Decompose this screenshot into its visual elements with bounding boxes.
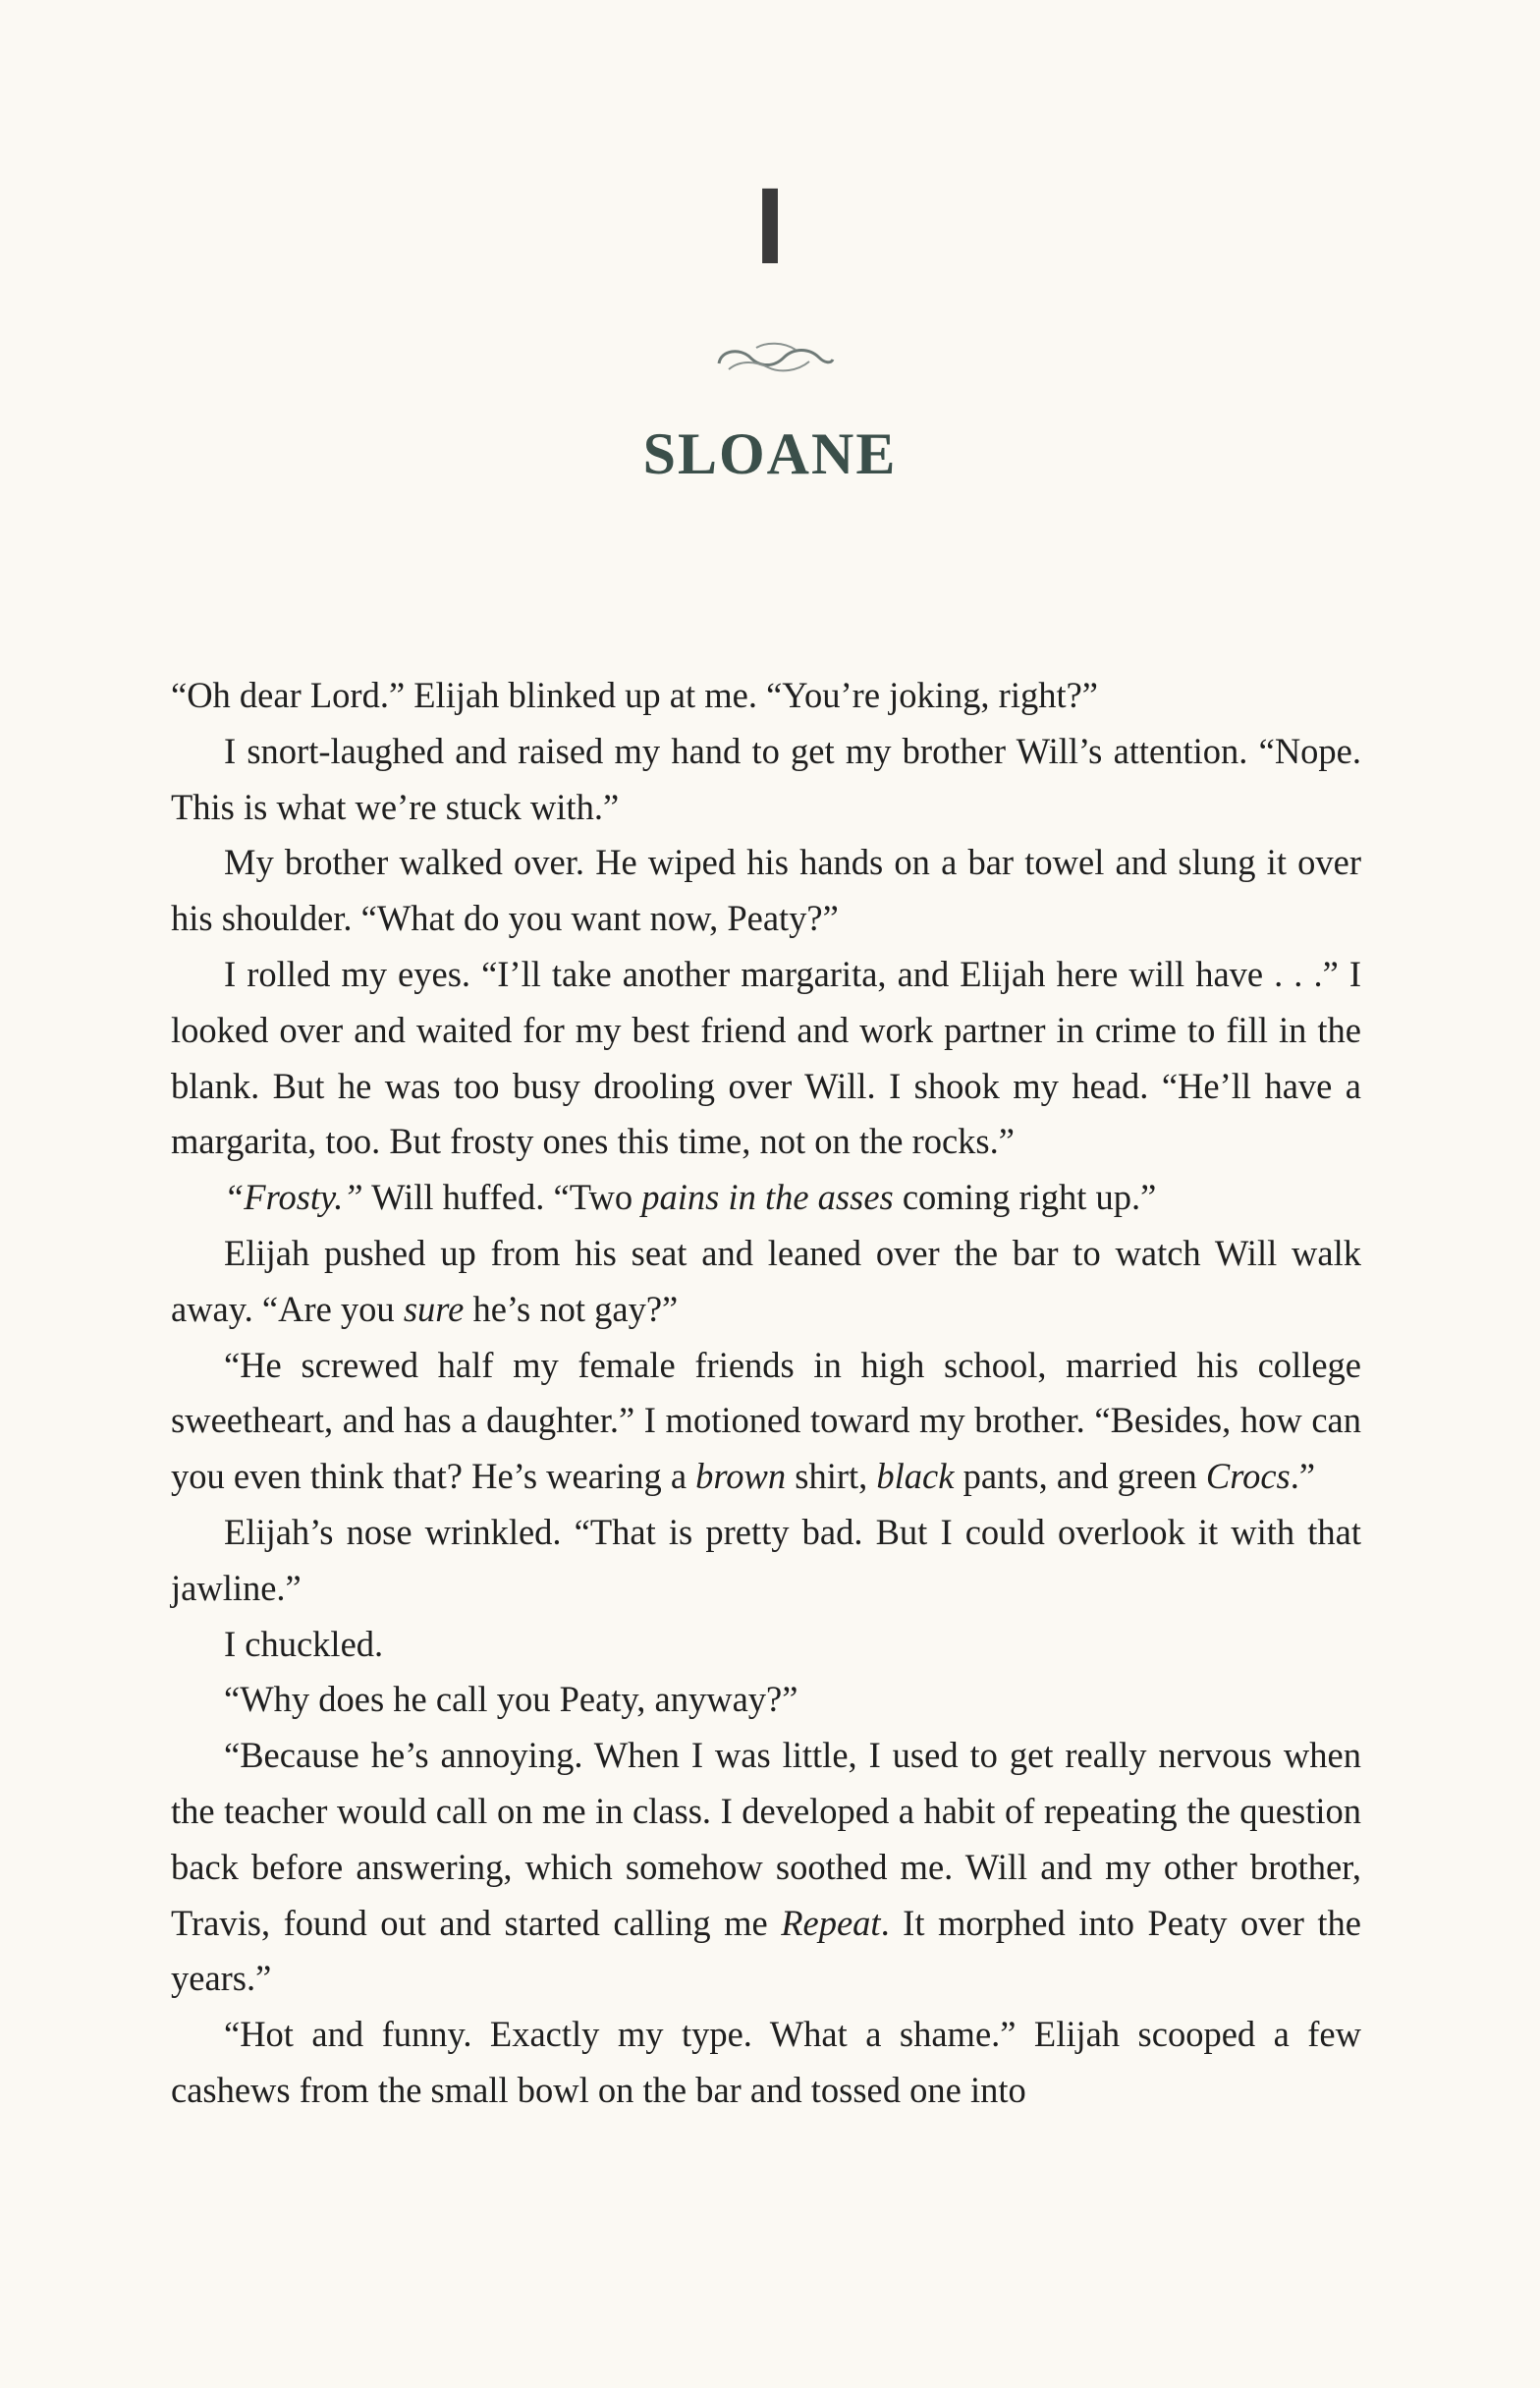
text-run: “Hot and funny. Exactly my type. What a shame.” Elijah scooped a few cashews from the small bowl on the bar and tossed one into — [171, 2014, 1361, 2110]
text-run: . It morphed into Peaty over the years.” — [171, 1902, 1361, 1999]
text-run: Will huffed. “Two — [362, 1177, 642, 1218]
flourish-ornament-icon — [711, 332, 839, 381]
text-run: shirt, — [786, 1456, 877, 1497]
text-run: Elijah pushed up from his seat and leaned over the bar to watch Will walk away. “Are you — [171, 1232, 1361, 1329]
italic-text: sure — [403, 1288, 465, 1329]
text-run: I snort-laughed and raised my hand to get my brother Will’s attention. “Nope. This is what we’re stuck with.” — [171, 730, 1361, 827]
paragraph — [171, 1617, 1361, 1673]
text-run: “Because he’s annoying. When I was little, I used to get really nervous when the teacher would call on me in class. I developed a habit of repeating the question back before answering, which somehow soothed me. Will and my other brother, Travis, found out and started calling me — [171, 1735, 1361, 1943]
text-run: “Why does he call you Peaty, anyway?” — [224, 1679, 798, 1720]
paragraph — [171, 1672, 1361, 1728]
italic-text: Crocs — [1205, 1456, 1291, 1497]
text-run: “He screwed half my female friends in high school, married his college sweetheart, and has a daughter.” I motioned toward my brother. “Besides, how can you even think that? He’s wearing a — [171, 1344, 1361, 1497]
paragraph — [171, 947, 1361, 1170]
paragraph — [171, 2007, 1361, 2119]
body-text — [171, 668, 1361, 2119]
paragraph — [171, 1226, 1361, 1338]
paragraph — [171, 1338, 1361, 1505]
paragraph — [171, 1170, 1361, 1226]
italic-text: “Frosty.” — [224, 1177, 363, 1218]
text-run: My brother walked over. He wiped his hands on a bar towel and slung it over his shoulder. “What do you want now, Peaty?” — [171, 842, 1361, 939]
text-run: Elijah’s nose wrinkled. “That is pretty bad. But I could overlook it with that jawline.” — [171, 1511, 1361, 1608]
text-run: .” — [1290, 1456, 1316, 1497]
text-run: pants, and green — [954, 1456, 1206, 1497]
paragraph — [171, 724, 1361, 836]
italic-text: black — [876, 1456, 955, 1497]
chapter-number: I — [754, 166, 786, 287]
text-run: I chuckled. — [224, 1623, 384, 1664]
paragraph — [171, 835, 1361, 947]
italic-text: Repeat — [781, 1902, 881, 1943]
text-run: he’s not gay?” — [464, 1288, 679, 1329]
text-run: coming right up.” — [893, 1177, 1157, 1218]
paragraph — [171, 1728, 1361, 2007]
paragraph — [171, 1505, 1361, 1617]
text-run: “Oh dear Lord.” Elijah blinked up at me. “You’re joking, right?” — [171, 675, 1099, 715]
italic-text: pains in the asses — [641, 1177, 894, 1218]
chapter-title: SLOANE — [642, 421, 898, 486]
text-run: I rolled my eyes. “I’ll take another margarita, and Elijah here will have . . .” I looked over and waited for my best friend and work partner in crime to fill in the blank. But he was too busy drooling over Will. I shook my head. “He’ll have a margarita, too. But frosty ones this time, not on the rocks.” — [171, 953, 1361, 1162]
italic-text: brown — [695, 1456, 787, 1497]
paragraph — [171, 668, 1361, 724]
